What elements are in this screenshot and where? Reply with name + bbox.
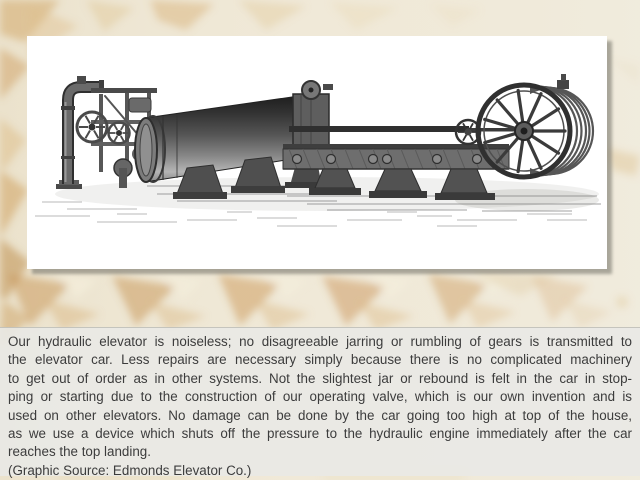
piston-rod: [289, 126, 469, 132]
body-text-line: to get out of order as in other systems. Not the slightest jar or rebound is felt in the car in stop-: [8, 370, 632, 386]
elevator-engraving-image: [27, 36, 607, 269]
body-text-line: as we use a device which shuts off the pressure to the hydraulic engine immediately after the car: [8, 426, 632, 442]
flywheel: [77, 112, 107, 142]
body-text-line: used on other elevators. No damage can be done by the car going too high at top of the house,: [8, 407, 632, 423]
body-text-line: the elevator car. Less repairs are necessary simply because there is no complicated machinery: [8, 352, 632, 368]
photo-frame: [27, 36, 607, 269]
body-text-line: reaches the top landing.: [8, 444, 151, 460]
valve-wheel: [109, 123, 130, 144]
text-panel: [0, 327, 640, 476]
caption-line: (Graphic Source: Edmonds Elevator Co.): [8, 462, 252, 478]
body-text-line: ping or starting due to the construction of our operating valve, which is our own invention and is: [8, 389, 632, 405]
truss-frame: [283, 144, 509, 169]
body-text-line: Our hydraulic elevator is noiseless; no disagreeable jarring or rumbling of gears is transmitted to: [8, 334, 632, 349]
